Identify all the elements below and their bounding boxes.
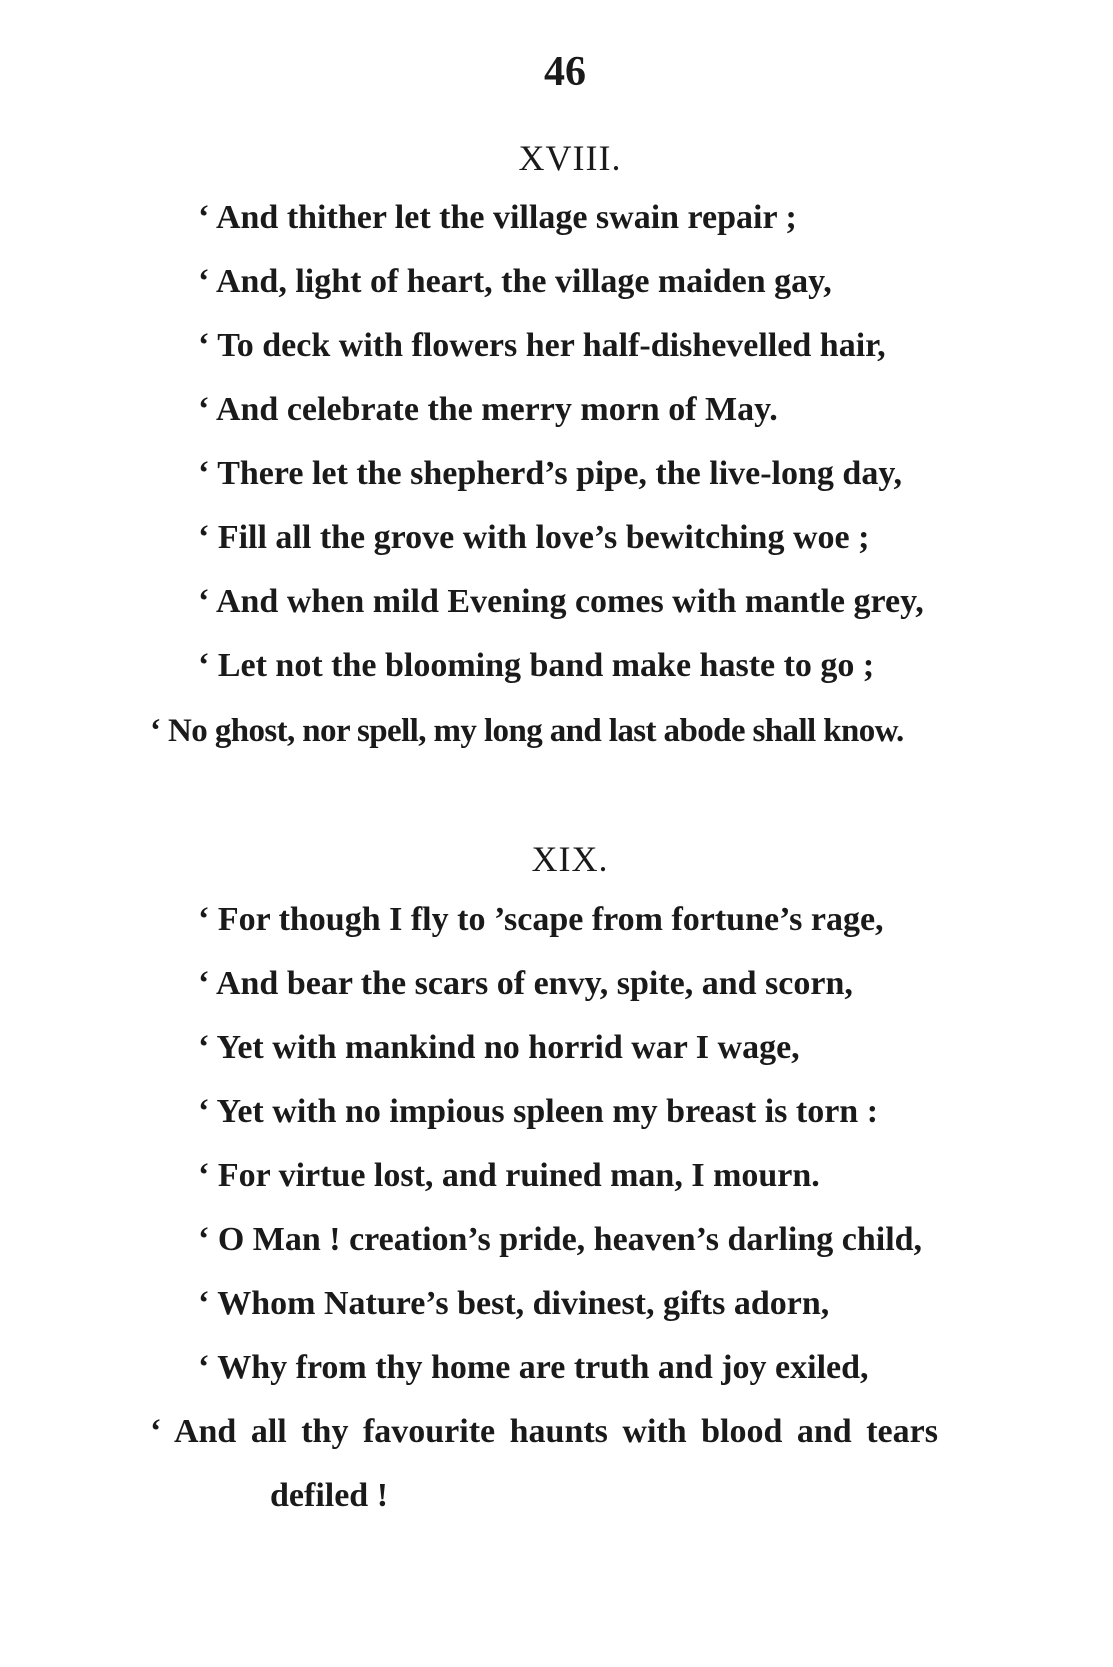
- verse-line-continuation: defiled !: [270, 1477, 389, 1514]
- verse-line: ‘ Whom Nature’s best, divinest, gifts adorn,: [198, 1285, 830, 1322]
- stanza-numeral-xviii: XVIII.: [518, 138, 622, 178]
- verse-line: ‘ For though I fly to ’scape from fortune’s rage,: [198, 901, 884, 938]
- verse-line: ‘ And celebrate the merry morn of May.: [198, 391, 778, 428]
- verse-line-alexandrine: ‘ No ghost, nor spell, my long and last abode shall know.: [150, 713, 904, 749]
- stanza-numeral-xix: XIX.: [531, 839, 609, 879]
- verse-line: ‘ Yet with mankind no horrid war I wage,: [198, 1029, 800, 1066]
- verse-line: ‘ And thither let the village swain repair ;: [198, 199, 797, 236]
- verse-line: ‘ For virtue lost, and ruined man, I mourn.: [198, 1157, 820, 1194]
- page-number: 46: [544, 49, 586, 95]
- verse-line: ‘ O Man ! creation’s pride, heaven’s darling child,: [198, 1221, 923, 1258]
- verse-line: ‘ Why from thy home are truth and joy exiled,: [198, 1349, 869, 1386]
- verse-line: ‘ Yet with no impious spleen my breast is torn :: [198, 1093, 879, 1130]
- verse-line: ‘ To deck with flowers her half-dishevelled hair,: [198, 327, 886, 364]
- verse-line: ‘ Let not the blooming band make haste to go ;: [198, 647, 875, 684]
- verse-line: ‘ And, light of heart, the village maiden gay,: [198, 263, 832, 300]
- verse-line: ‘ There let the shepherd’s pipe, the live-long day,: [198, 455, 902, 492]
- verse-line: ‘ Fill all the grove with love’s bewitching woe ;: [198, 519, 870, 556]
- verse-line-alexandrine: ‘ And all thy favourite haunts with blood and tears: [150, 1413, 938, 1450]
- verse-line: ‘ And bear the scars of envy, spite, and scorn,: [198, 965, 853, 1002]
- verse-line: ‘ And when mild Evening comes with mantle grey,: [198, 583, 924, 620]
